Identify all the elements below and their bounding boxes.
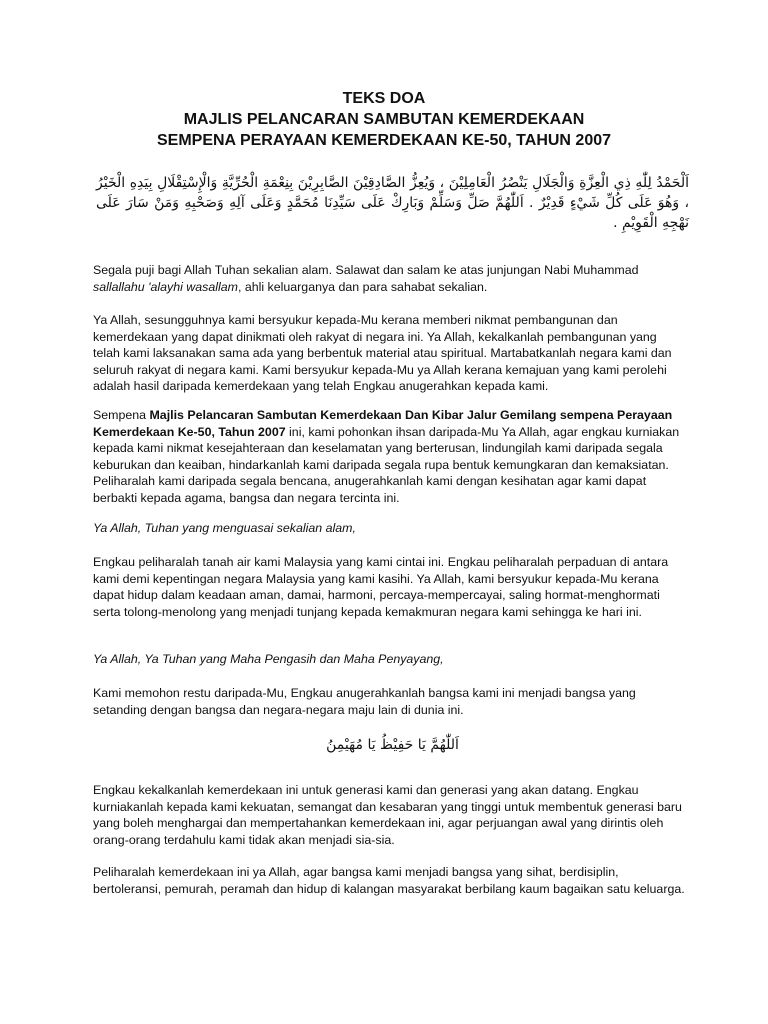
paragraph-blessing: Kami memohon restu daripada-Mu, Engkau anugerahkanlah bangsa kami ini menjadi bangsa yang setanding dengan bangsa dan negara-negara maju lain di dunia ini. (93, 686, 636, 717)
title-line-1: TEKS DOA (342, 90, 426, 107)
paragraph-occasion-event-name: Majlis Pelancaran Sambutan Kemerdekaan Dan Kibar Jalur Gemilang sempena Perayaan Kemerdekaan Ke-50, Tahun 2007 (93, 408, 673, 439)
paragraph-praise-salutation: sallallahu 'alayhi wasallam (93, 279, 238, 294)
arabic-opening-prayer: اَلْحَمْدُ لِلّٰهِ ذِي الْعِزَّةِ وَالْجَلَالِ يَنْصُرُ الْعَامِلِيْنَ ، وَيُعِزُّ الصَّادِقِيْنَ الصَّابِرِيْنَ بِنِعْمَةِ الْحُرِّيَّةِ وَالْإِسْتِقْلَالِ بِيَدِهِ الْخَيْرُ ، وَهُوَ عَلَى كُلِّ شَيْءٍ قَدِيْرٌ . اَللّٰهُمَّ صَلِّ وَسَلِّمْ وَبَارِكْ عَلَى سَيِّدِنَا مُحَمَّدٍ وَعَلَى آلِهِ وَصَحْبِهِ وَمَنْ سَارَ عَلَى نَهْجِهِ الْقَوِيْمِ . (96, 175, 689, 231)
invocation-line-1-text: Ya Allah, Tuhan yang menguasai sekalian alam, (93, 521, 356, 535)
paragraph-generations: Engkau kekalkanlah kemerdekaan ini untuk generasi kami dan generasi yang akan datang. Engkau kurniakanlah kepada kami kekuatan, semangat dan kesabaran yang tinggi untuk membentuk generasi baru yang boleh menghargai dan mempertahankan kemerdekaan ini, agar perjuangan awal yang dirintis oleh orang-orang terdahulu kami tidak akan menjadi sia-sia. (93, 783, 682, 847)
arabic-invocation: اَللّٰهُمَّ يَا حَفِيْظُ يَا مُهَيْمِنُ (326, 737, 459, 753)
paragraph-occasion (93, 407, 685, 506)
paragraph-occasion-text-c: ini, kami pohonkan ihsan daripada-Mu Ya Allah, agar engkau kurniakan kepada kami nikmat kesejahteraan dan keselamatan yang berterusan, lindungilah kami daripada segala keburukan dan keaiban, hindarkanlah kami daripada segala rupa bentuk kemungkaran dan kemaksiatan. Peliharalah kami daripada segala bencana, anugerahkanlah kami dengan kesihatan agar kami dapat berbakti kepada agama, bangsa dan negara tercinta ini. (93, 424, 680, 505)
invocation-line-1 (93, 520, 685, 537)
title-line-2: MAJLIS PELANCARAN SAMBUTAN KEMERDEKAAN (183, 111, 585, 128)
invocation-line-2 (93, 651, 685, 668)
paragraph-occasion-text-a: Sempena (93, 408, 150, 422)
title-line-3: SEMPENA PERAYAAN KEMERDEKAAN KE-50, TAHUN 2007 (156, 132, 612, 149)
document-title (0, 88, 768, 151)
paragraph-gratitude: Ya Allah, sesungguhnya kami bersyukur kepada-Mu kerana memberi nikmat pembangunan dan kemerdekaan yang dapat dinikmati oleh rakyat di negara ini. Ya Allah, kekalkanlah pembangunan yang telah kami laksanakan sama ada yang berbentuk material atau spiritual. Martabatkanlah negara kami dan seluruh rakyat di negara kami. Kami bersyukur kepada-Mu ya Allah kerana kemajuan yang kami perolehi adalah hasil daripada kemerdekaan yang telah Engkau anugerahkan kepada kami. (93, 313, 672, 393)
paragraph-praise-text-a: Segala puji bagi Allah Tuhan sekalian alam. Salawat dan salam ke atas junjungan Nabi Muhammad (93, 263, 639, 277)
paragraph-protection: Peliharalah kemerdekaan ini ya Allah, agar bangsa kami menjadi bangsa yang sihat, berdisiplin, bertoleransi, pemurah, peramah dan hidup di kalangan masyarakat berbilang kaum bagaikan satu keluarga. (93, 865, 685, 896)
paragraph-homeland: Engkau peliharalah tanah air kami Malaysia yang kami cintai ini. Engkau peliharalah perpaduan di antara kami demi kepentingan negara Malaysia yang kami kasihi. Ya Allah, kami bersyukur kepada-Mu kerana dapat hidup dalam keadaan aman, damai, harmoni, percaya-mempercayai, saling hormat-menghormati serta tolong-menolong yang menjadi tunjang kepada kemakmuran negara kami sehingga ke hari ini. (93, 555, 669, 619)
paragraph-praise-text-c: , ahli keluarganya dan para sahabat sekalian. (237, 279, 488, 294)
invocation-line-2-text: Ya Allah, Ya Tuhan yang Maha Pengasih dan Maha Penyayang, (93, 652, 444, 666)
paragraph-praise (93, 262, 685, 295)
